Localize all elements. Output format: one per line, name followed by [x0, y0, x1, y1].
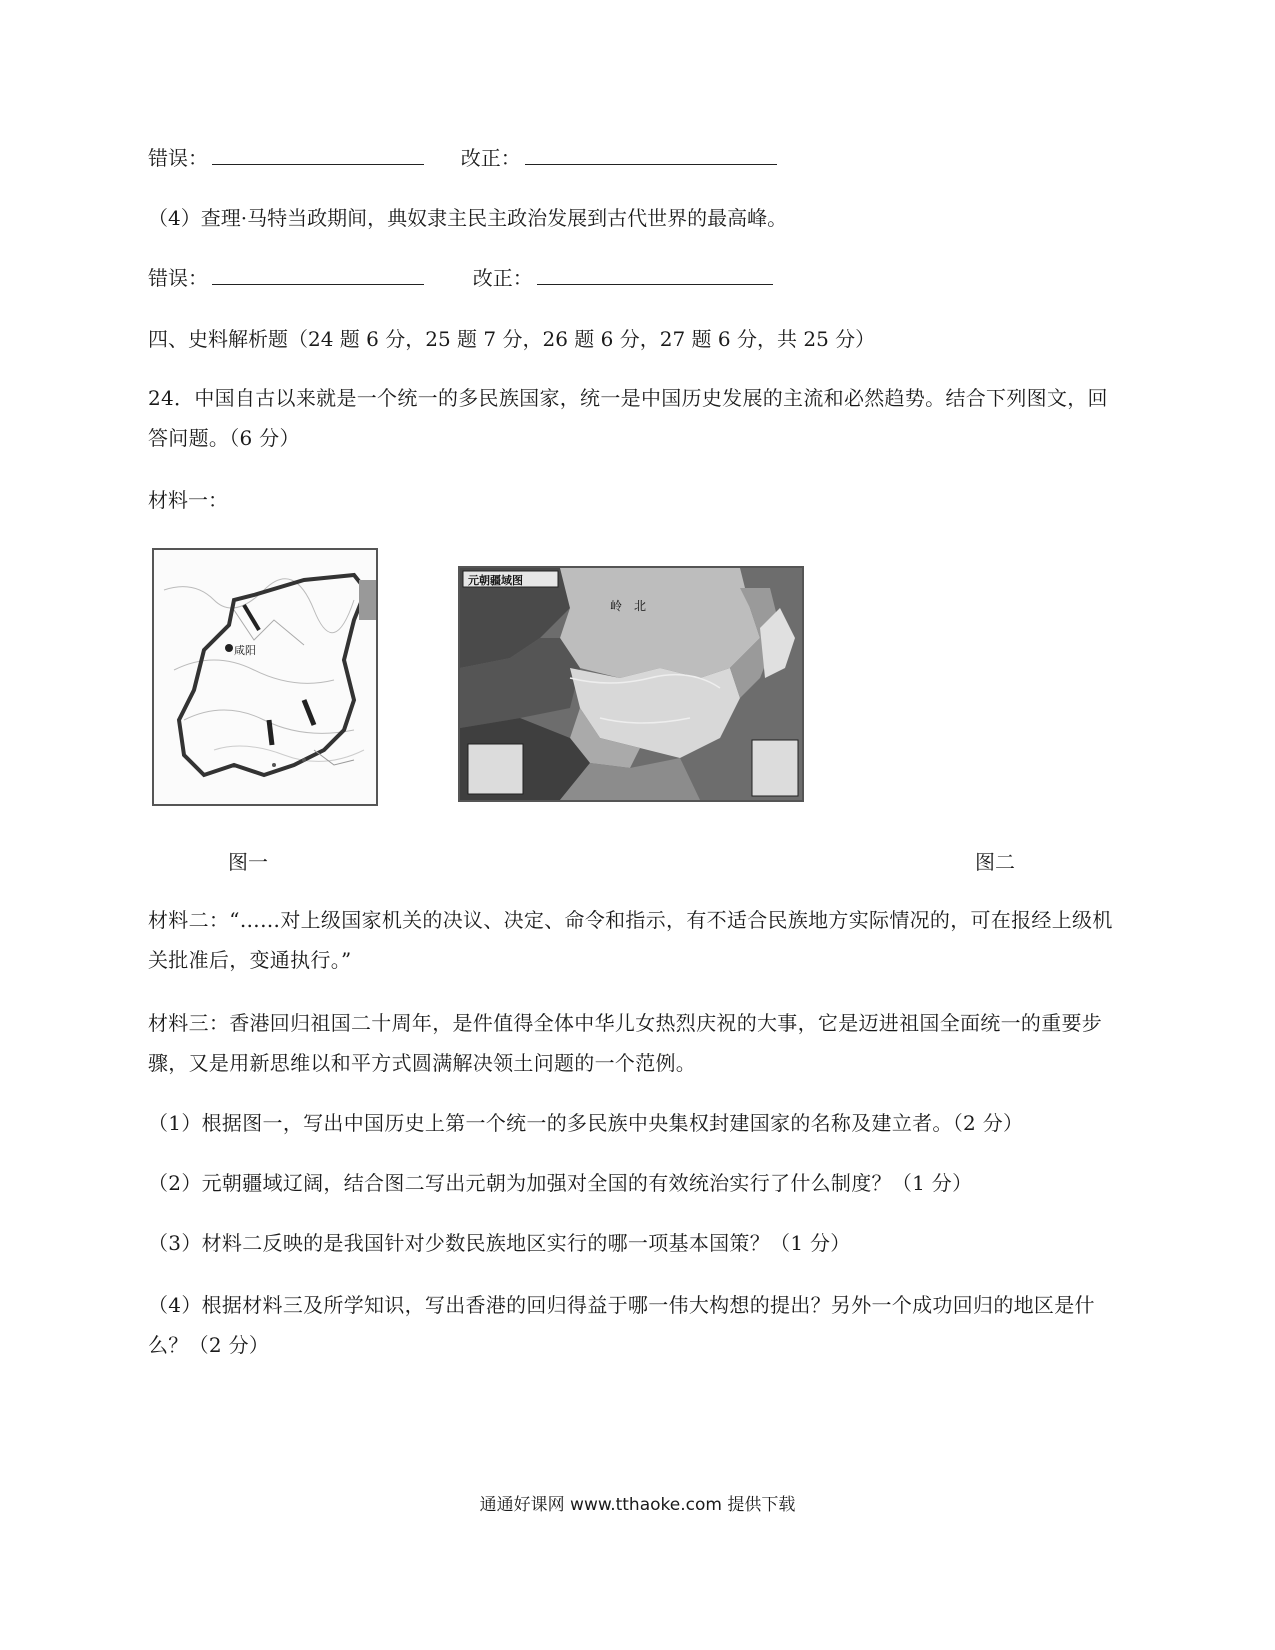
figure1-caption: 图一 [228, 850, 268, 874]
fix-blank[interactable] [537, 258, 773, 285]
map1-drawing [154, 550, 376, 804]
q4-statement: （4）查理·马特当政期间，典奴隶主民主政治发展到古代世界的最高峰。 [148, 206, 788, 230]
question-2: （2）元朝疆域辽阔，结合图二写出元朝为加强对全国的有效统治实行了什么制度？（1 分） [148, 1171, 973, 1195]
map2-drawing [460, 568, 802, 800]
map1-city-label: 咸阳 [234, 644, 256, 657]
question-3: （3）材料二反映的是我国针对少数民族地区实行的哪一项基本国策？（1 分） [148, 1231, 851, 1255]
error-blank[interactable] [212, 258, 424, 285]
question-4: （4）根据材料三及所学知识，写出香港的回归得益于哪一伟大构想的提出？另外一个成功回归的地区是什么？（2 分） [148, 1293, 1095, 1357]
fix-label: 改正： [460, 146, 521, 170]
figure2-caption: 图二 [975, 850, 1015, 874]
footer-credit: 通通好课网 www.tthaoke.com 提供下载 [479, 1495, 796, 1515]
material3: 材料三：香港回归祖国二十周年，是件值得全体中华儿女热烈庆祝的大事，它是迈进祖国全面统一的重要步骤，又是用新思维以和平方式圆满解决领土问题的一个范例。 [148, 1011, 1103, 1075]
q24-intro: 24．中国自古以来就是一个统一的多民族国家，统一是中国历史发展的主流和必然趋势。结合下列图文，回答问题。（6 分） [148, 386, 1108, 450]
error-blank[interactable] [212, 138, 424, 165]
map-yuan-territory [458, 566, 804, 802]
fix-blank[interactable] [525, 138, 777, 165]
map2-region-label: 岭北 [610, 599, 659, 613]
map2-title: 元朝疆域图 [468, 574, 523, 587]
q3-answer-line [148, 138, 777, 178]
map-qin-territory [152, 548, 378, 806]
material1-label: 材料一： [148, 488, 228, 512]
q4-answer-line [148, 258, 773, 298]
section-title: 四、史料解析题（24 题 6 分，25 题 7 分，26 题 6 分，27 题 6 分，共 25 分） [148, 327, 876, 351]
question-1: （1）根据图一，写出中国历史上第一个统一的多民族中央集权封建国家的名称及建立者。（2 分） [148, 1111, 1024, 1135]
fix-label: 改正： [472, 266, 533, 290]
material2: 材料二：“……对上级国家机关的决议、决定、命令和指示，有不适合民族地方实际情况的，可在报经上级机关批准后，变通执行。” [148, 908, 1113, 972]
error-label: 错误： [148, 266, 208, 290]
error-label: 错误： [148, 146, 208, 170]
